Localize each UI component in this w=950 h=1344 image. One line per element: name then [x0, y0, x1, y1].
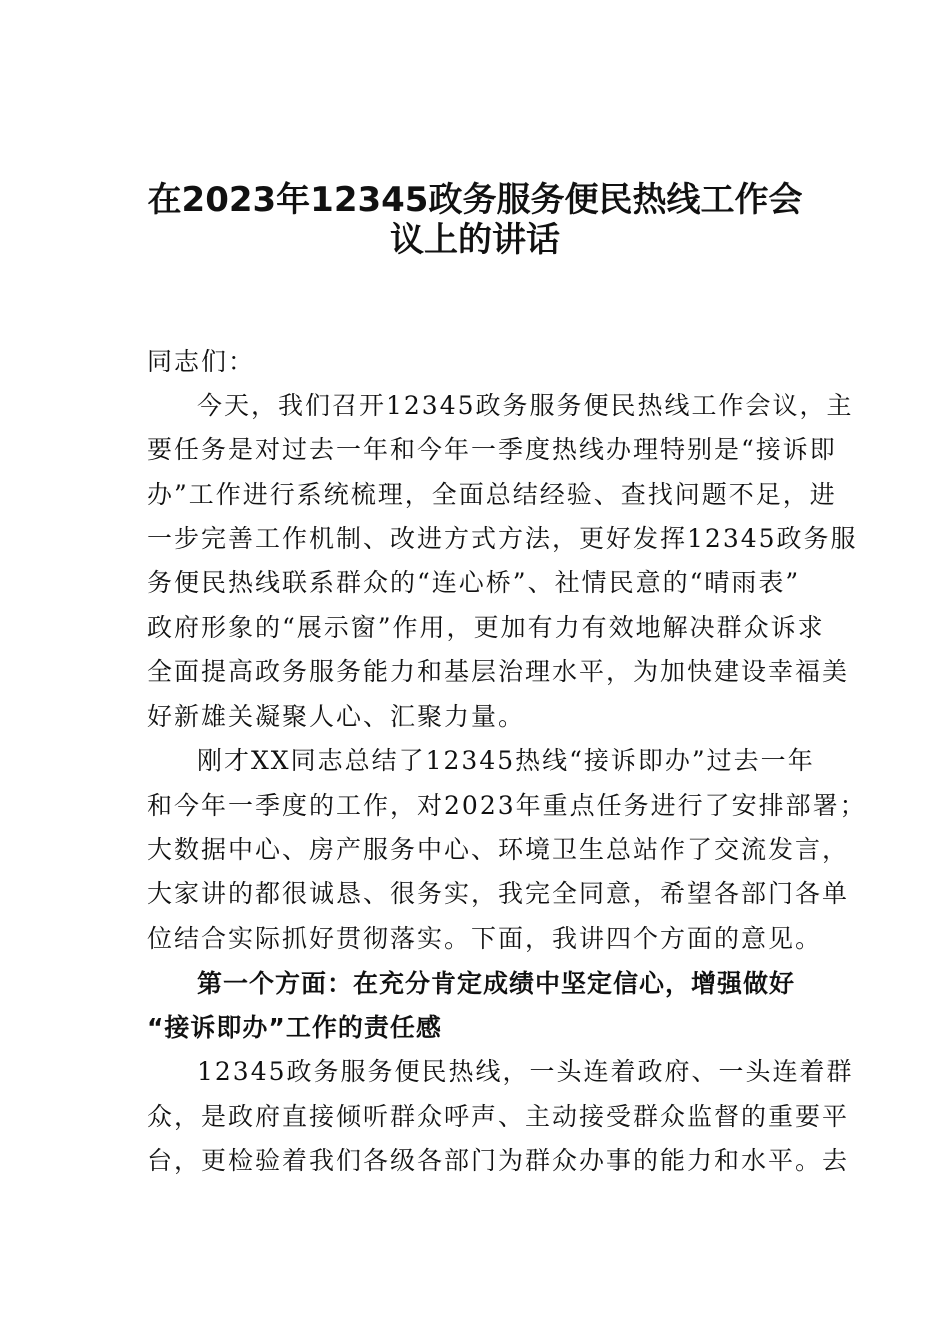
body-line: 今天，我们召开12345政务服务便民热线工作会议，主	[197, 391, 854, 420]
body-line: 办”工作进行系统梳理，全面总结经验、查找问题不足，进	[147, 480, 837, 509]
section-heading-line: 第一个方面：在充分肯定成绩中坚定信心，增强做好	[197, 969, 796, 998]
salutation: 同志们：	[147, 347, 256, 376]
body-line: 要任务是对过去一年和今年一季度热线办理特别是“接诉即	[147, 435, 837, 464]
document-title-line-2: 议上的讲话	[390, 220, 560, 260]
body-line: 大家讲的都很诚恳、很务实，我完全同意，希望各部门各单	[147, 879, 850, 908]
body-line: 和今年一季度的工作，对2023年重点任务进行了安排部署；	[147, 791, 867, 820]
body-line: 全面提高政务服务能力和基层治理水平，为加快建设幸福美	[147, 657, 850, 686]
body-line: 政府形象的“展示窗”作用，更加有力有效地解决群众诉求	[147, 613, 825, 642]
body-line: 刚才XX同志总结了12345热线“接诉即办”过去一年	[197, 746, 815, 775]
body-line: 务便民热线联系群众的“连心桥”、社情民意的“晴雨表”	[147, 568, 801, 597]
body-line: 位结合实际抓好贯彻落实。下面，我讲四个方面的意见。	[147, 924, 823, 953]
body-line: 12345政务服务便民热线，一头连着政府、一头连着群	[197, 1057, 854, 1086]
body-line: 众，是政府直接倾听群众呼声、主动接受群众监督的重要平	[147, 1102, 850, 1131]
body-line: 好新雄关凝聚人心、汇聚力量。	[147, 702, 526, 731]
body-line: 大数据中心、房产服务中心、环境卫生总站作了交流发言，	[147, 835, 850, 864]
section-heading-line: “接诉即办”工作的责任感	[147, 1013, 442, 1042]
document-title-line-1: 在2023年12345政务服务便民热线工作会	[147, 180, 803, 220]
body-line: 一步完善工作机制、改进方式方法，更好发挥12345政务服	[147, 524, 858, 553]
body-line: 台，更检验着我们各级各部门为群众办事的能力和水平。去	[147, 1146, 850, 1175]
